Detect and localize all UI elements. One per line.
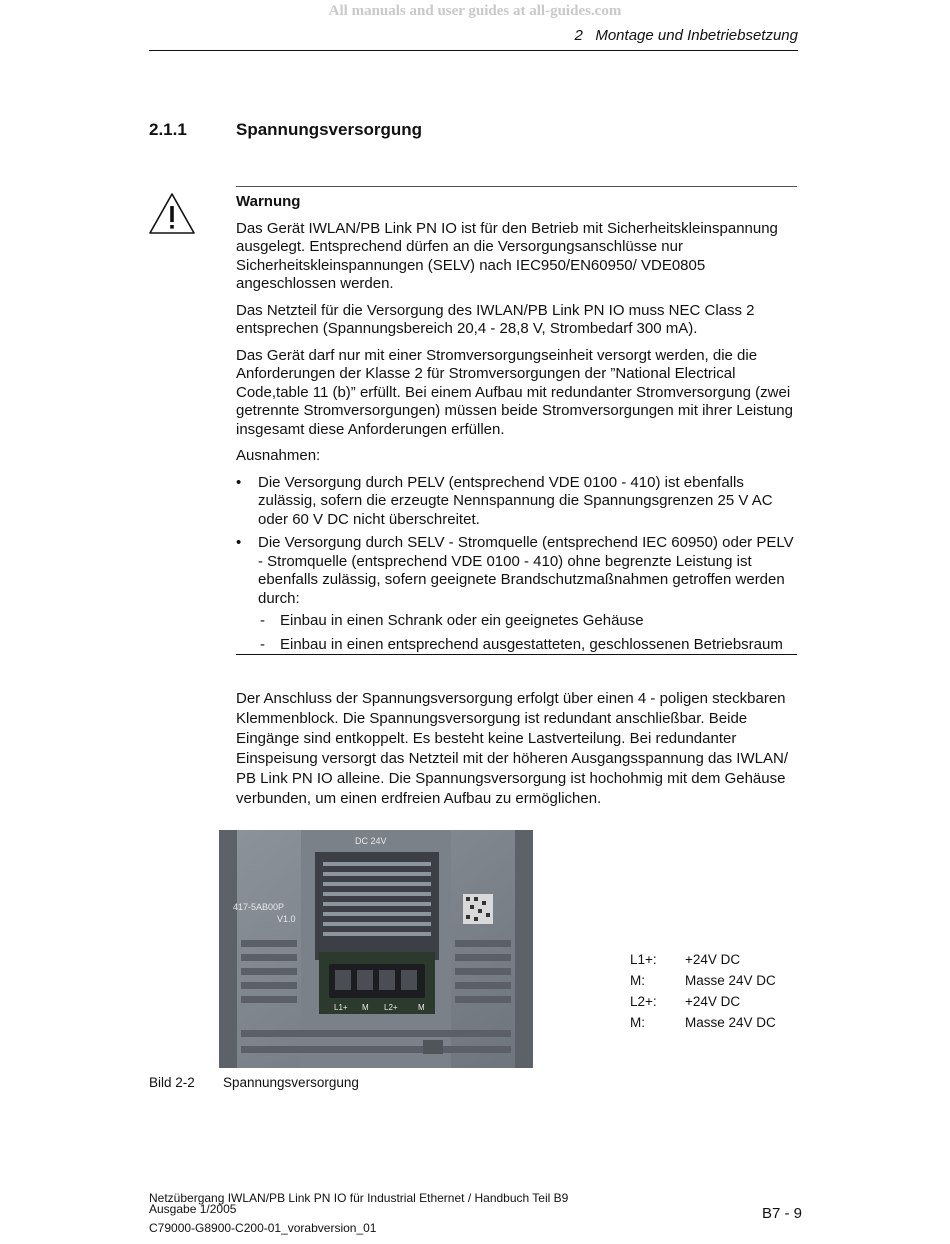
- photo-label-version: V1.0: [277, 914, 296, 924]
- legend-value: +24V DC: [685, 994, 741, 1009]
- photo-terminal-label: L2+: [384, 1003, 398, 1012]
- list-item: • Die Versorgung durch SELV - Stromquelle (entsprechend IEC 60950) oder PELV - Stromquelle (entsprechend VDE 0100 - 410) ohne begrenzte Leistung ist ebenfalls zulässig, sofern geeignete Brandschutzmaßnahmen getroffen werden durch: - Einbau in einen Schrank oder ein geeignetes Gehäuse - Einbau in einen entsprechend ausgestatteten, geschlossenen Betriebsraum: [236, 534, 798, 654]
- list-item-text: Die Versorgung durch SELV - Stromquelle (entsprechend IEC 60950) oder PELV - Stromquelle (entsprechend VDE 0100 - 410) ohne begrenzte Leistung ist ebenfalls zulässig, sofern geeignete Brandschutzmaßnahmen getroffen werden durch:: [258, 534, 794, 607]
- sub-list-item: - Einbau in einen entsprechend ausgestatteten, geschlossenen Betriebsraum: [260, 635, 783, 653]
- header-rule: [149, 50, 798, 51]
- legend-row: [630, 991, 776, 1012]
- legend-row: [630, 949, 776, 970]
- watermark: All manuals and user guides at all-guides.com: [328, 3, 622, 19]
- list-item-text: Die Versorgung durch PELV (entsprechend VDE 0100 - 410) ist ebenfalls zulässig, sofern die erzeugte Nennspannung die Spannungsgrenzen 25 V AC oder 60 V DC nicht überschreitet.: [258, 473, 773, 528]
- legend-row: [630, 1012, 776, 1033]
- legend-value: Masse 24V DC: [685, 1015, 776, 1030]
- photo-terminal-label: M: [418, 1003, 425, 1012]
- page-number: B7 - 9: [762, 1205, 803, 1222]
- legend-key: M:: [630, 973, 645, 988]
- exceptions-list: [236, 474, 798, 655]
- footer-edition: Ausgabe 1/2005: [149, 1202, 237, 1216]
- photo-label-dc: DC 24V: [355, 836, 387, 846]
- legend-value: Masse 24V DC: [685, 973, 776, 988]
- sub-list-item-text: Einbau in einen entsprechend ausgestatteten, geschlossenen Betriebsraum: [280, 635, 783, 653]
- sub-list: [258, 612, 798, 654]
- warning-paragraph: Das Gerät IWLAN/PB Link PN IO ist für den Betrieb mit Sicherheitskleinspannung ausgelegt. Entsprechend dürfen an die Versorgungsanschlüsse nur Sicherheitskleinspannungen (SELV) nach IEC950/EN60950/ VDE0805 angeschlossen werden.: [236, 219, 778, 292]
- warning-title: Warnung: [236, 193, 301, 210]
- section-number: 2.1.1: [149, 120, 187, 139]
- sub-list-item: - Einbau in einen Schrank oder ein geeignetes Gehäuse: [260, 612, 644, 629]
- figure-caption: Spannungsversorgung: [223, 1075, 359, 1090]
- photo-label-model: 417-5AB00P: [233, 902, 285, 912]
- body-paragraph: Der Anschluss der Spannungsversorgung erfolgt über einen 4 - poligen steckbaren Klemmenblock. Die Spannungsversorgung ist redundant anschließbar. Beide Eingänge sind entkoppelt. Es besteht keine Lastverteilung. Bei redundanter Einspeisung versorgt das Netzteil mit der höheren Ausgangsspannung das IWLAN/ PB Link PN IO alleine. Die Spannungsversorgung ist hochohmig mit dem Gehäuse verbunden, um einen erdfreien Aufbau zu ermöglichen.: [236, 690, 788, 807]
- footer-title: Netzübergang IWLAN/PB Link PN IO für Industrial Ethernet / Handbuch Teil B9: [149, 1191, 569, 1205]
- chapter-header: 2 Montage und Inbetriebsetzung: [574, 27, 798, 44]
- warning-triangle-icon: [148, 192, 196, 236]
- photo-terminal-label: M: [362, 1003, 369, 1012]
- terminal-legend: [630, 949, 776, 1033]
- legend-key: L2+:: [630, 994, 657, 1009]
- legend-value: +24V DC: [685, 952, 741, 967]
- power-connector-photo: [219, 830, 533, 1068]
- warning-exceptions-label: Ausnahmen:: [236, 447, 321, 464]
- warning-content: [236, 193, 798, 659]
- legend-key: L1+:: [630, 952, 657, 967]
- section-title: Spannungsversorgung: [236, 120, 423, 139]
- figure-number: Bild 2-2: [149, 1075, 195, 1090]
- legend-key: M:: [630, 1015, 645, 1030]
- footer: [149, 1193, 568, 1234]
- footer-doc-id: C79000-G8900-C200-01_vorabversion_01: [149, 1221, 377, 1235]
- sub-list-item-text: Einbau in einen Schrank oder ein geeignetes Gehäuse: [280, 612, 644, 629]
- list-item: • Die Versorgung durch PELV (entsprechend VDE 0100 - 410) ist ebenfalls zulässig, sofern die erzeugte Nennspannung die Spannungsgrenzen 25 V AC oder 60 V DC nicht überschreitet.: [236, 473, 773, 528]
- photo-terminal-label: L1+: [334, 1003, 348, 1012]
- warning-paragraph: Das Netzteil für die Versorgung des IWLAN/PB Link PN IO muss NEC Class 2 entsprechen (Spannungsbereich 20,4 - 28,8 V, Strombedarf 300 mA).: [236, 301, 755, 337]
- legend-row: [630, 970, 776, 991]
- warning-paragraph: Das Gerät darf nur mit einer Stromversorgungseinheit versorgt werden, die die Anforderungen der Klasse 2 für Stromversorgungen der ”National Electrical Code,table 11 (b)” erfüllt. Bei einem Aufbau mit redundanter Stromversorgung (zwei getrennte Stromversorgungen) müssen beide Stromversorgungen mit ihrer Leistung insgesamt diese Anforderungen erfüllen.: [236, 346, 793, 438]
